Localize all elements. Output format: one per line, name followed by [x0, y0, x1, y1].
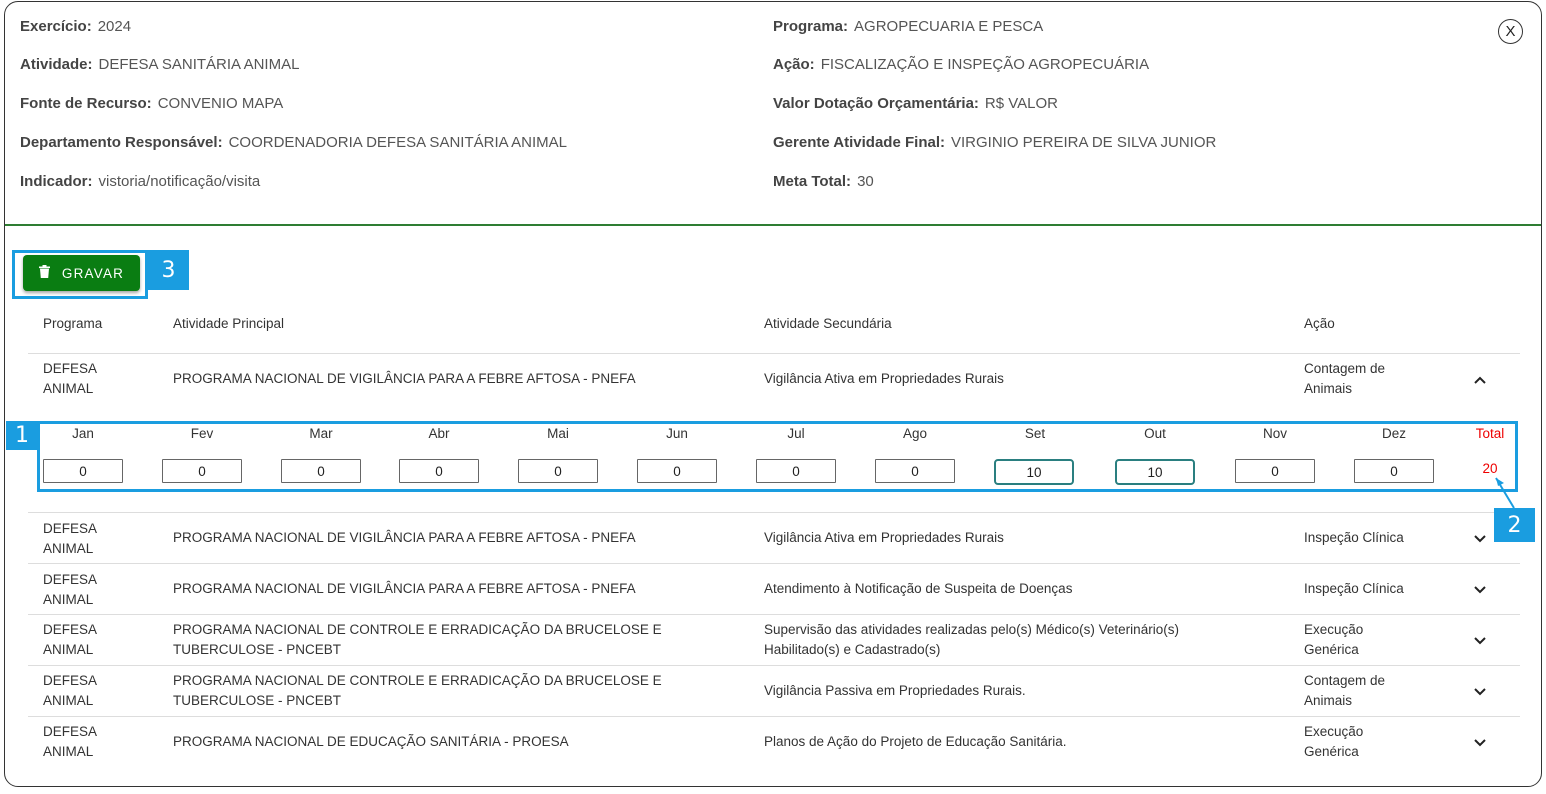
- table-row[interactable]: [28, 615, 1520, 666]
- cell-programa: DEFESA ANIMAL: [43, 724, 97, 759]
- info-label: Atividade:: [20, 56, 93, 73]
- info-value: R$ VALOR: [984, 95, 1059, 112]
- info-valor-dotacao: [773, 95, 1058, 112]
- table-row[interactable]: [28, 666, 1520, 717]
- month-label-jun: Jun: [666, 426, 688, 441]
- annotation-tag-2: 2: [1494, 508, 1535, 542]
- month-label-set: Set: [1024, 426, 1046, 441]
- cell-acao: Contagem de Animais: [1304, 361, 1386, 396]
- info-exercicio: [20, 18, 131, 35]
- info-value: COORDENADORIA DEFESA SANITÁRIA ANIMAL: [228, 134, 567, 151]
- month-label-abr: Abr: [428, 426, 450, 441]
- cell-atividade-principal: PROGRAMA NACIONAL DE VIGILÂNCIA PARA A FEBRE AFTOSA - PNEFA: [173, 530, 636, 545]
- month-label-mar: Mar: [309, 426, 333, 441]
- column-header-atividade-secundaria: Atividade Secundária: [764, 316, 892, 331]
- cell-acao: Inspeção Clínica: [1304, 530, 1404, 545]
- info-label: Meta Total:: [773, 173, 852, 190]
- month-label-mai: Mai: [547, 426, 569, 441]
- column-header-acao: Ação: [1304, 316, 1335, 331]
- table-row[interactable]: [28, 513, 1520, 564]
- cell-atividade-principal: PROGRAMA NACIONAL DE CONTROLE E ERRADICAÇÃO DA BRUCELOSE E TUBERCULOSE - PNCEBT: [173, 622, 662, 657]
- cell-atividade-secundaria: Supervisão das atividades realizadas pelo(s) Médico(s) Veterinário(s) Habilitado(s) e Cadastrado(s): [764, 622, 1179, 657]
- info-indicador: [20, 173, 260, 190]
- cell-atividade-secundaria: Atendimento à Notificação de Suspeita de Doenças: [764, 581, 1073, 596]
- month-label-dez: Dez: [1381, 426, 1406, 441]
- info-value: CONVENIO MAPA: [157, 95, 284, 112]
- close-button[interactable]: X: [1498, 19, 1523, 44]
- info-label: Ação:: [773, 56, 815, 73]
- info-programa: [773, 18, 1043, 35]
- month-label-jul: Jul: [787, 426, 805, 441]
- info-section: [5, 2, 1541, 226]
- info-value: DEFESA SANITÁRIA ANIMAL: [98, 56, 300, 73]
- annotation-tag-1: 1: [6, 421, 38, 450]
- info-label: Fonte de Recurso:: [20, 95, 152, 112]
- table-row[interactable]: [28, 717, 1520, 768]
- cell-programa: DEFESA ANIMAL: [43, 673, 97, 708]
- month-label-jan: Jan: [72, 426, 94, 441]
- cell-atividade-principal: PROGRAMA NACIONAL DE VIGILÂNCIA PARA A FEBRE AFTOSA - PNEFA: [173, 371, 636, 386]
- total-value: 20: [1482, 461, 1498, 476]
- annotation-box-3: [12, 250, 148, 299]
- save-button-label: GRAVAR: [61, 265, 125, 281]
- info-fonte-recurso: [20, 95, 283, 112]
- cell-atividade-principal: PROGRAMA NACIONAL DE EDUCAÇÃO SANITÁRIA - PROESA: [173, 734, 569, 749]
- info-value: AGROPECUARIA E PESCA: [854, 18, 1044, 35]
- info-value: vistoria/notificação/visita: [98, 173, 261, 190]
- cell-atividade-principal: PROGRAMA NACIONAL DE CONTROLE E ERRADICAÇÃO DA BRUCELOSE E TUBERCULOSE - PNCEBT: [173, 673, 662, 708]
- annotation-box-1: [37, 421, 1518, 492]
- info-acao: [773, 56, 1149, 73]
- total-label: Total: [1475, 426, 1505, 441]
- chevron-down-icon[interactable]: [1473, 634, 1487, 648]
- column-header-programa: Programa: [43, 316, 103, 331]
- cell-acao: Contagem de Animais: [1304, 673, 1386, 708]
- chevron-down-icon[interactable]: [1473, 583, 1487, 597]
- month-label-ago: Ago: [902, 426, 928, 441]
- info-gerente: [773, 134, 1216, 151]
- info-value: VIRGINIO PEREIRA DE SILVA JUNIOR: [950, 134, 1217, 151]
- info-departamento: [20, 134, 567, 151]
- info-value: 30: [857, 173, 874, 190]
- month-label-fev: Fev: [190, 426, 214, 441]
- cell-atividade-principal: PROGRAMA NACIONAL DE VIGILÂNCIA PARA A FEBRE AFTOSA - PNEFA: [173, 581, 636, 596]
- detail-panel: [4, 1, 1542, 787]
- chevron-up-icon[interactable]: [1473, 373, 1487, 387]
- chevron-down-icon[interactable]: [1473, 685, 1487, 699]
- cell-programa: DEFESA ANIMAL: [43, 622, 97, 657]
- cell-atividade-secundaria: Vigilância Ativa em Propriedades Rurais: [764, 530, 1004, 545]
- info-atividade: [20, 56, 299, 73]
- chevron-down-icon[interactable]: [1473, 532, 1487, 546]
- cell-acao: Execução Genérica: [1304, 622, 1364, 657]
- cell-programa: DEFESA ANIMAL: [43, 361, 97, 396]
- info-label: Departamento Responsável:: [20, 134, 223, 151]
- cell-programa: DEFESA ANIMAL: [43, 521, 97, 556]
- annotation-tag-3: 3: [148, 250, 189, 290]
- info-value: FISCALIZAÇÃO E INSPEÇÃO AGROPECUÁRIA: [820, 56, 1150, 73]
- info-label: Indicador:: [20, 173, 93, 190]
- info-label: Gerente Atividade Final:: [773, 134, 945, 151]
- table-row[interactable]: [28, 564, 1520, 615]
- month-label-nov: Nov: [1262, 426, 1287, 441]
- chevron-down-icon[interactable]: [1473, 736, 1487, 750]
- info-label: Valor Dotação Orçamentária:: [773, 95, 979, 112]
- info-label: Exercício:: [20, 18, 92, 35]
- cell-atividade-secundaria: Vigilância Ativa em Propriedades Rurais: [764, 371, 1004, 386]
- cell-acao: Inspeção Clínica: [1304, 581, 1404, 596]
- cell-atividade-secundaria: Planos de Ação do Projeto de Educação Sanitária.: [764, 734, 1067, 749]
- column-header-atividade-principal: Atividade Principal: [173, 316, 285, 331]
- info-value: 2024: [97, 18, 132, 35]
- month-label-out: Out: [1144, 426, 1166, 441]
- info-meta-total: [773, 173, 874, 190]
- cell-programa: DEFESA ANIMAL: [43, 572, 97, 607]
- info-label: Programa:: [773, 18, 849, 35]
- annotation-arrow-2: [1490, 470, 1530, 512]
- cell-acao: Execução Genérica: [1304, 724, 1364, 759]
- cell-atividade-secundaria: Vigilância Passiva em Propriedades Rurais.: [764, 683, 1026, 698]
